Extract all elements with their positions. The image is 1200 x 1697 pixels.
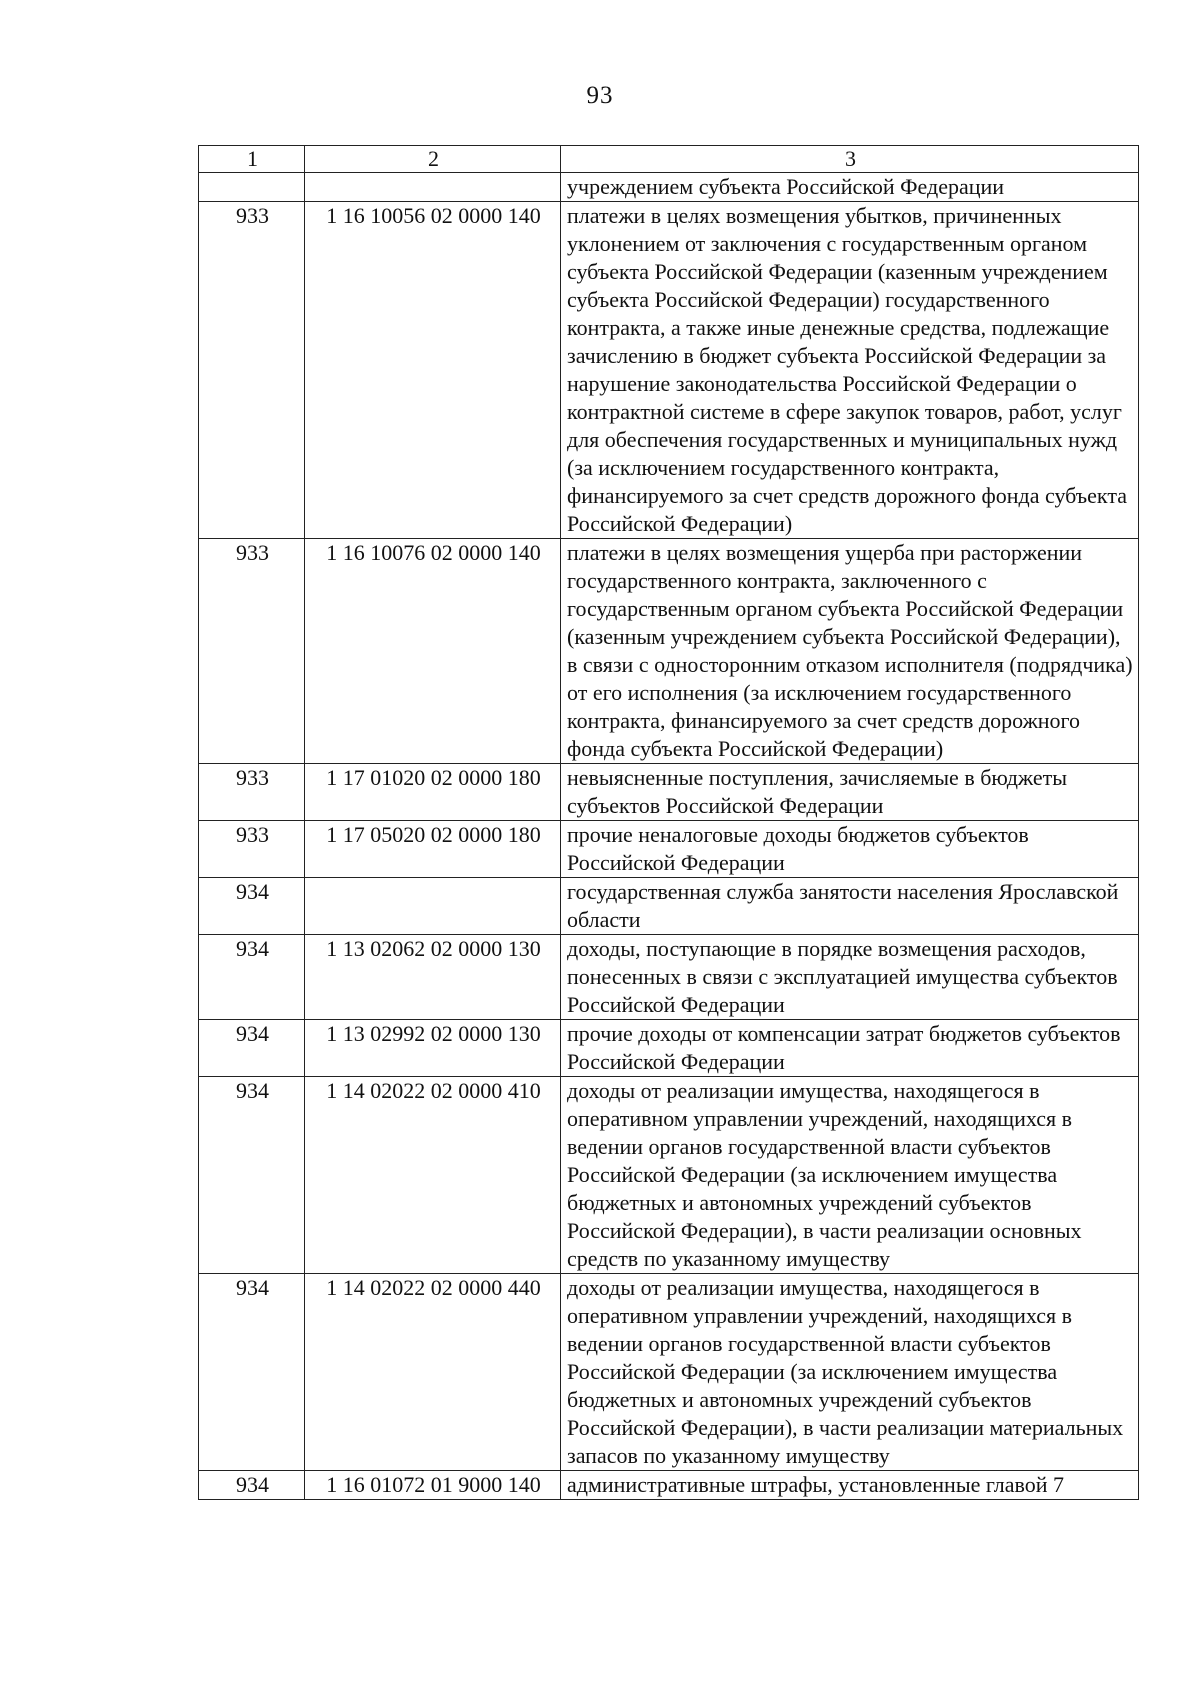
budget-code-cell: [305, 878, 561, 935]
budget-code-cell: [305, 173, 561, 202]
header-col-2: 2: [305, 146, 561, 173]
admin-code-cell: 933: [199, 764, 305, 821]
description-cell: невыясненные поступления, зачисляемые в бюджеты субъектов Российской Федерации: [561, 764, 1139, 821]
table-row: [199, 878, 1139, 935]
description-cell: платежи в целях возмещения убытков, причиненных уклонением от заключения с государственным органом субъекта Российской Федерации (казенным учреждением субъекта Российской Федерации) государственного контракта, а также иные денежные средства, подлежащие зачислению в бюджет субъекта Российской Федерации за нарушение законодательства Российской Федерации о контрактной системе в сфере закупок товаров, работ, услуг для обеспечения государственных и муниципальных нужд (за исключением государственного контракта, финансируемого за счет средств дорожного фонда субъекта Российской Федерации): [561, 202, 1139, 539]
description-cell: прочие неналоговые доходы бюджетов субъектов Российской Федерации: [561, 821, 1139, 878]
table-row: [199, 539, 1139, 764]
table-row: [199, 821, 1139, 878]
description-cell: доходы, поступающие в порядке возмещения расходов, понесенных в связи с эксплуатацией имущества субъектов Российской Федерации: [561, 935, 1139, 1020]
header-col-3: 3: [561, 146, 1139, 173]
budget-code-cell: 1 16 01072 01 9000 140: [305, 1471, 561, 1500]
budget-code-cell: 1 14 02022 02 0000 440: [305, 1274, 561, 1471]
budget-code-cell: 1 16 10056 02 0000 140: [305, 202, 561, 539]
table-row: [199, 1077, 1139, 1274]
admin-code-cell: 934: [199, 1471, 305, 1500]
budget-code-cell: 1 13 02992 02 0000 130: [305, 1020, 561, 1077]
table-row: [199, 1471, 1139, 1500]
description-cell: доходы от реализации имущества, находящегося в оперативном управлении учреждений, находящихся в ведении органов государственной власти субъектов Российской Федерации (за исключением имущества бюджетных и автономных учреждений субъектов Российской Федерации), в части реализации основных средств по указанному имуществу: [561, 1077, 1139, 1274]
budget-code-cell: 1 17 01020 02 0000 180: [305, 764, 561, 821]
admin-code-cell: 933: [199, 539, 305, 764]
table-row: [199, 202, 1139, 539]
table-body: [199, 146, 1139, 1500]
budget-code-cell: 1 16 10076 02 0000 140: [305, 539, 561, 764]
table-row: [199, 764, 1139, 821]
table-row: [199, 173, 1139, 202]
admin-code-cell: 934: [199, 878, 305, 935]
admin-code-cell: 934: [199, 1077, 305, 1274]
description-cell: учреждением субъекта Российской Федерации: [561, 173, 1139, 202]
budget-code-cell: 1 17 05020 02 0000 180: [305, 821, 561, 878]
admin-code-cell: 933: [199, 202, 305, 539]
table-row: [199, 1020, 1139, 1077]
description-cell: платежи в целях возмещения ущерба при расторжении государственного контракта, заключенного с государственным органом субъекта Российской Федерации (казенным учреждением субъекта Российской Федерации), в связи с односторонним отказом исполнителя (подрядчика) от его исполнения (за исключением государственного контракта, финансируемого за счет средств дорожного фонда субъекта Российской Федерации): [561, 539, 1139, 764]
admin-code-cell: [199, 173, 305, 202]
admin-code-cell: 933: [199, 821, 305, 878]
page-number: 93: [586, 82, 614, 109]
description-cell: прочие доходы от компенсации затрат бюджетов субъектов Российской Федерации: [561, 1020, 1139, 1077]
table-header-row: [199, 146, 1139, 173]
table-row: [199, 1274, 1139, 1471]
description-cell: доходы от реализации имущества, находящегося в оперативном управлении учреждений, находящихся в ведении органов государственной власти субъектов Российской Федерации (за исключением имущества бюджетных и автономных учреждений субъектов Российской Федерации), в части реализации материальных запасов по указанному имуществу: [561, 1274, 1139, 1471]
budget-table: [198, 145, 1139, 1500]
header-col-1: 1: [199, 146, 305, 173]
budget-code-cell: 1 13 02062 02 0000 130: [305, 935, 561, 1020]
admin-code-cell: 934: [199, 1274, 305, 1471]
admin-code-cell: 934: [199, 935, 305, 1020]
budget-code-cell: 1 14 02022 02 0000 410: [305, 1077, 561, 1274]
description-cell: административные штрафы, установленные главой 7: [561, 1471, 1139, 1500]
table-row: [199, 935, 1139, 1020]
description-cell: государственная служба занятости населения Ярославской области: [561, 878, 1139, 935]
admin-code-cell: 934: [199, 1020, 305, 1077]
